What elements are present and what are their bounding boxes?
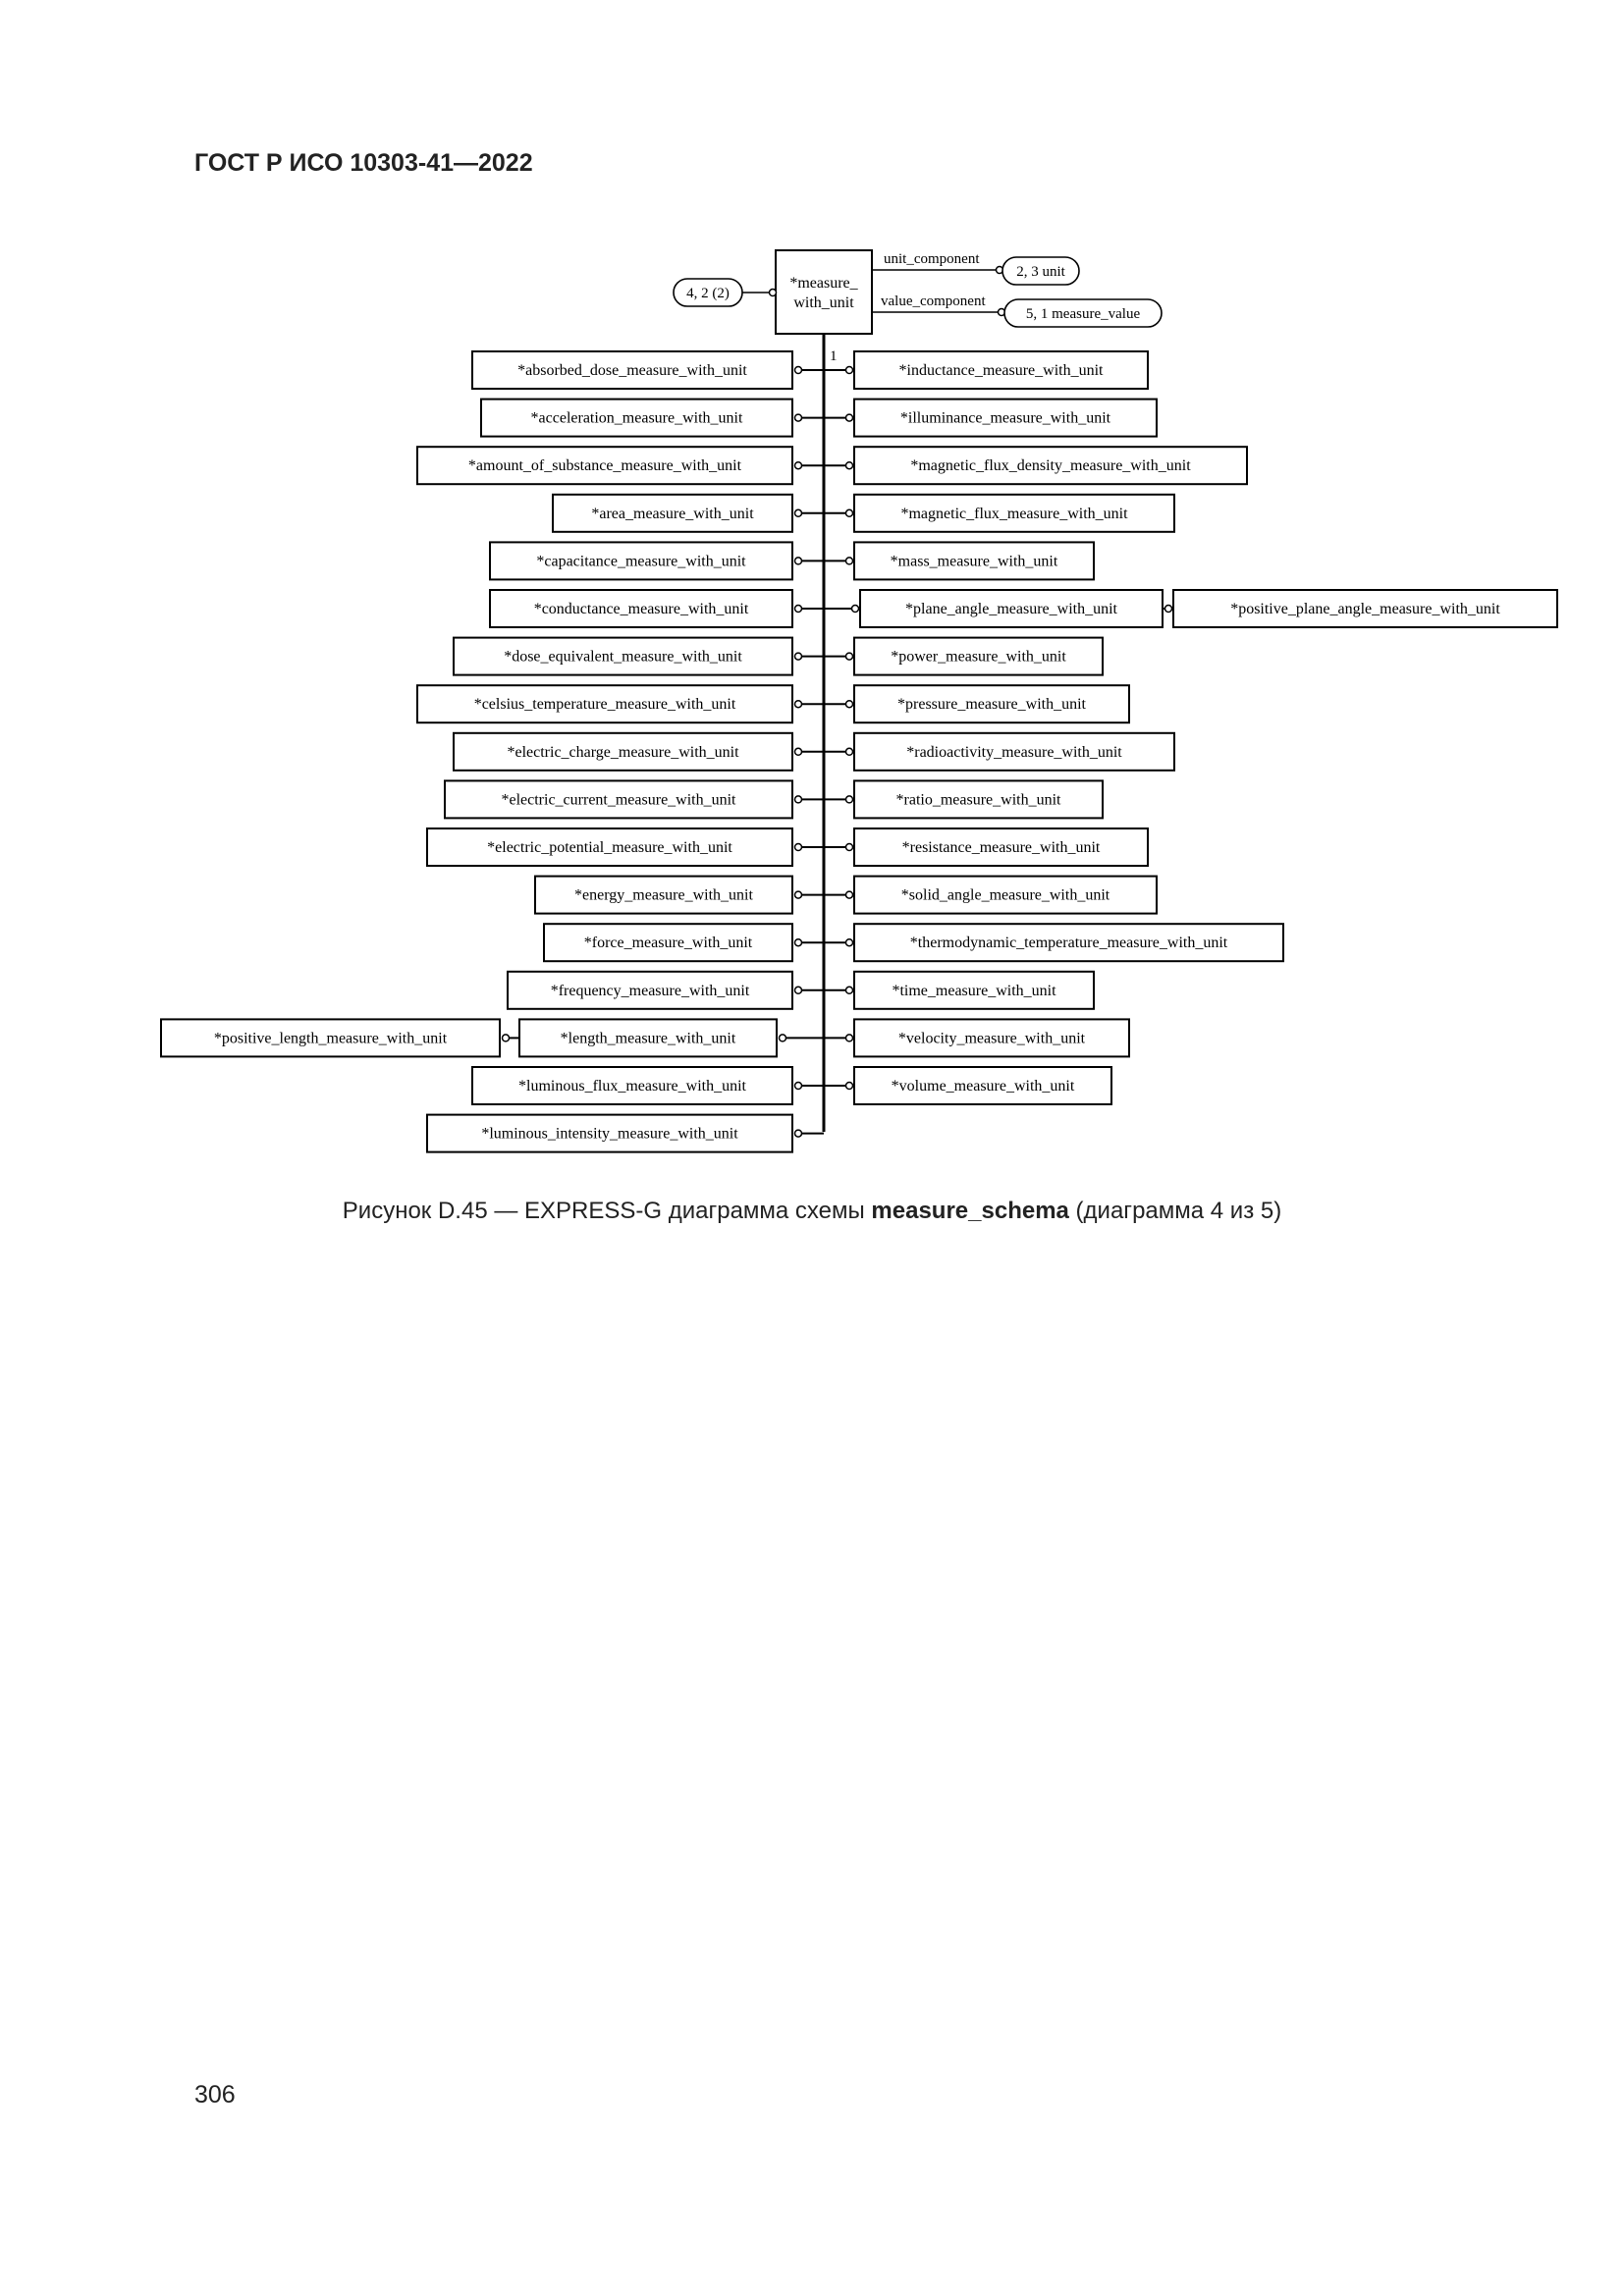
cardinality-label: 1 [830,348,838,364]
right-entity-14-label: *velocity_measure_with_unit [897,1030,1086,1047]
main-entity-line1: *measure_ [789,275,858,292]
left-entity-7 [417,685,792,722]
left-entity-3 [553,495,792,532]
right-entity-11-label: *solid_angle_measure_with_unit [900,886,1110,904]
right-entity-5-label: *plane_angle_measure_with_unit [905,601,1117,617]
right-entity-6 [854,638,1103,675]
left-extra-connector [503,1035,510,1041]
left-entity-13-label: *frequency_measure_with_unit [550,982,750,999]
left-entity-9-label: *electric_current_measure_with_unit [501,791,736,809]
caption-bold: measure_schema [871,1198,1069,1224]
right-connector-14 [846,1035,853,1041]
right-connector-9 [846,796,853,803]
right-connector-10 [846,844,853,851]
right-entity-1 [854,400,1157,437]
left-connector-8 [795,748,802,755]
right-entity-8-label: *radioactivity_measure_with_unit [906,743,1122,761]
left-connector-3 [795,509,802,516]
left-entity-9 [445,780,792,818]
left-connector-12 [795,939,802,946]
left-entity-2 [417,447,792,484]
left-entity-8-label: *electric_charge_measure_with_unit [507,743,739,761]
right-entity-3-label: *magnetic_flux_measure_with_unit [900,505,1128,522]
right-subtypes [824,351,1283,1104]
left-entity-6 [454,638,792,675]
left-entity-4-label: *capacitance_measure_with_unit [536,553,746,570]
right-connector-0 [846,367,853,374]
attr-value-target-label: 5, 1 measure_value [1025,306,1141,322]
right-connector-3 [846,509,853,516]
right-connector-6 [846,653,853,660]
right-connector-7 [846,701,853,708]
left-entity-0-label: *absorbed_dose_measure_with_unit [517,362,747,379]
caption-prefix: Рисунок D.45 — EXPRESS-G диаграмма схемы [342,1198,872,1224]
left-connector-1 [795,414,802,421]
left-extra-entity [161,1019,500,1056]
right-entity-14 [854,1019,1129,1056]
right-extra-entity [1173,590,1557,627]
left-entity-13 [508,972,792,1009]
left-entity-7-label: *celsius_temperature_measure_with_unit [473,696,736,714]
left-connector-13 [795,987,802,993]
left-connector-2 [795,462,802,469]
left-entity-10-label: *electric_potential_measure_with_unit [487,839,732,856]
right-connector-11 [846,891,853,898]
right-connector-2 [846,462,853,469]
right-entity-12 [854,924,1283,961]
left-entity-14 [519,1019,777,1056]
left-entity-11-label: *energy_measure_with_unit [574,886,753,904]
left-entity-16-label: *luminous_intensity_measure_with_unit [481,1125,738,1143]
left-entity-15-label: *luminous_flux_measure_with_unit [518,1078,746,1095]
right-entity-4-label: *mass_measure_with_unit [890,553,1058,570]
attr-value-component-label: value_component [881,294,986,309]
right-connector-13 [846,987,853,993]
left-entity-14-label: *length_measure_with_unit [560,1030,736,1047]
right-entity-15-label: *volume_measure_with_unit [891,1078,1075,1095]
left-connector-7 [795,701,802,708]
right-connector-1 [846,414,853,421]
caption-suffix: (диаграмма 4 из 5) [1068,1198,1282,1224]
right-entity-8 [854,733,1174,771]
right-connector-4 [846,558,853,564]
left-connector-10 [795,844,802,851]
right-entity-12-label: *thermodynamic_temperature_measure_with_unit [909,934,1228,952]
left-entity-10 [427,828,792,866]
left-connector-14 [780,1035,786,1041]
left-entity-4 [490,542,792,579]
left-entity-0 [472,351,792,389]
right-connector-12 [846,939,853,946]
page-header: ГОСТ Р ИСО 10303-41—2022 [194,149,533,177]
main-entity-box [776,250,872,334]
left-entity-8 [454,733,792,771]
page-number: 306 [194,2081,236,2109]
left-connector-11 [795,891,802,898]
left-connector-15 [795,1083,802,1090]
left-connector-16 [795,1130,802,1137]
attr-unit-component-label: unit_component [884,251,980,267]
left-entity-3-label: *area_measure_with_unit [591,505,754,522]
left-entity-1 [481,400,792,437]
left-entity-15 [472,1067,792,1104]
right-connector-8 [846,748,853,755]
right-connector-15 [846,1083,853,1090]
right-entity-7-label: *pressure_measure_with_unit [897,696,1086,714]
right-entity-13-label: *time_measure_with_unit [892,982,1056,999]
right-entity-1-label: *illuminance_measure_with_unit [899,409,1111,427]
right-entity-3 [854,495,1174,532]
right-entity-13 [854,972,1094,1009]
right-entity-5 [860,590,1163,627]
left-connector-5 [795,606,802,613]
right-entity-6-label: *power_measure_with_unit [891,648,1066,666]
main-entity-line2: with_unit [793,294,854,311]
right-entity-2-label: *magnetic_flux_density_measure_with_unit [910,457,1191,475]
right-entity-15 [854,1067,1111,1104]
left-entity-12-label: *force_measure_with_unit [583,934,753,952]
right-entity-10-label: *resistance_measure_with_unit [901,839,1101,856]
left-connector-0 [795,367,802,374]
right-connector-5 [852,606,859,613]
right-entity-0 [854,351,1148,389]
right-entity-10 [854,828,1148,866]
right-entity-9 [854,780,1103,818]
left-connector-4 [795,558,802,564]
right-extra-entity-label: *positive_plane_angle_measure_with_unit [1230,601,1500,617]
right-entity-9-label: *ratio_measure_with_unit [895,791,1061,809]
figure-caption [0,1198,1624,1225]
left-entity-16 [427,1115,792,1152]
right-extra-connector [1165,606,1172,613]
left-entity-2-label: *amount_of_substance_measure_with_unit [467,457,742,475]
right-entity-0-label: *inductance_measure_with_unit [898,362,1104,379]
left-entity-5-label: *conductance_measure_with_unit [533,601,749,617]
right-entity-7 [854,685,1129,722]
main-ref-label: 4, 2 (2) [686,286,730,301]
attr-unit-target-label: 2, 3 unit [1016,264,1065,280]
left-entity-1-label: *acceleration_measure_with_unit [530,409,743,427]
left-entity-12 [544,924,792,961]
left-connector-9 [795,796,802,803]
left-entity-11 [535,877,792,914]
left-entity-5 [490,590,792,627]
left-connector-6 [795,653,802,660]
right-entity-4 [854,542,1094,579]
left-entity-6-label: *dose_equivalent_measure_with_unit [504,648,742,666]
right-entity-11 [854,877,1157,914]
left-extra-entity-label: *positive_length_measure_with_unit [213,1030,448,1047]
right-entity-2 [854,447,1247,484]
